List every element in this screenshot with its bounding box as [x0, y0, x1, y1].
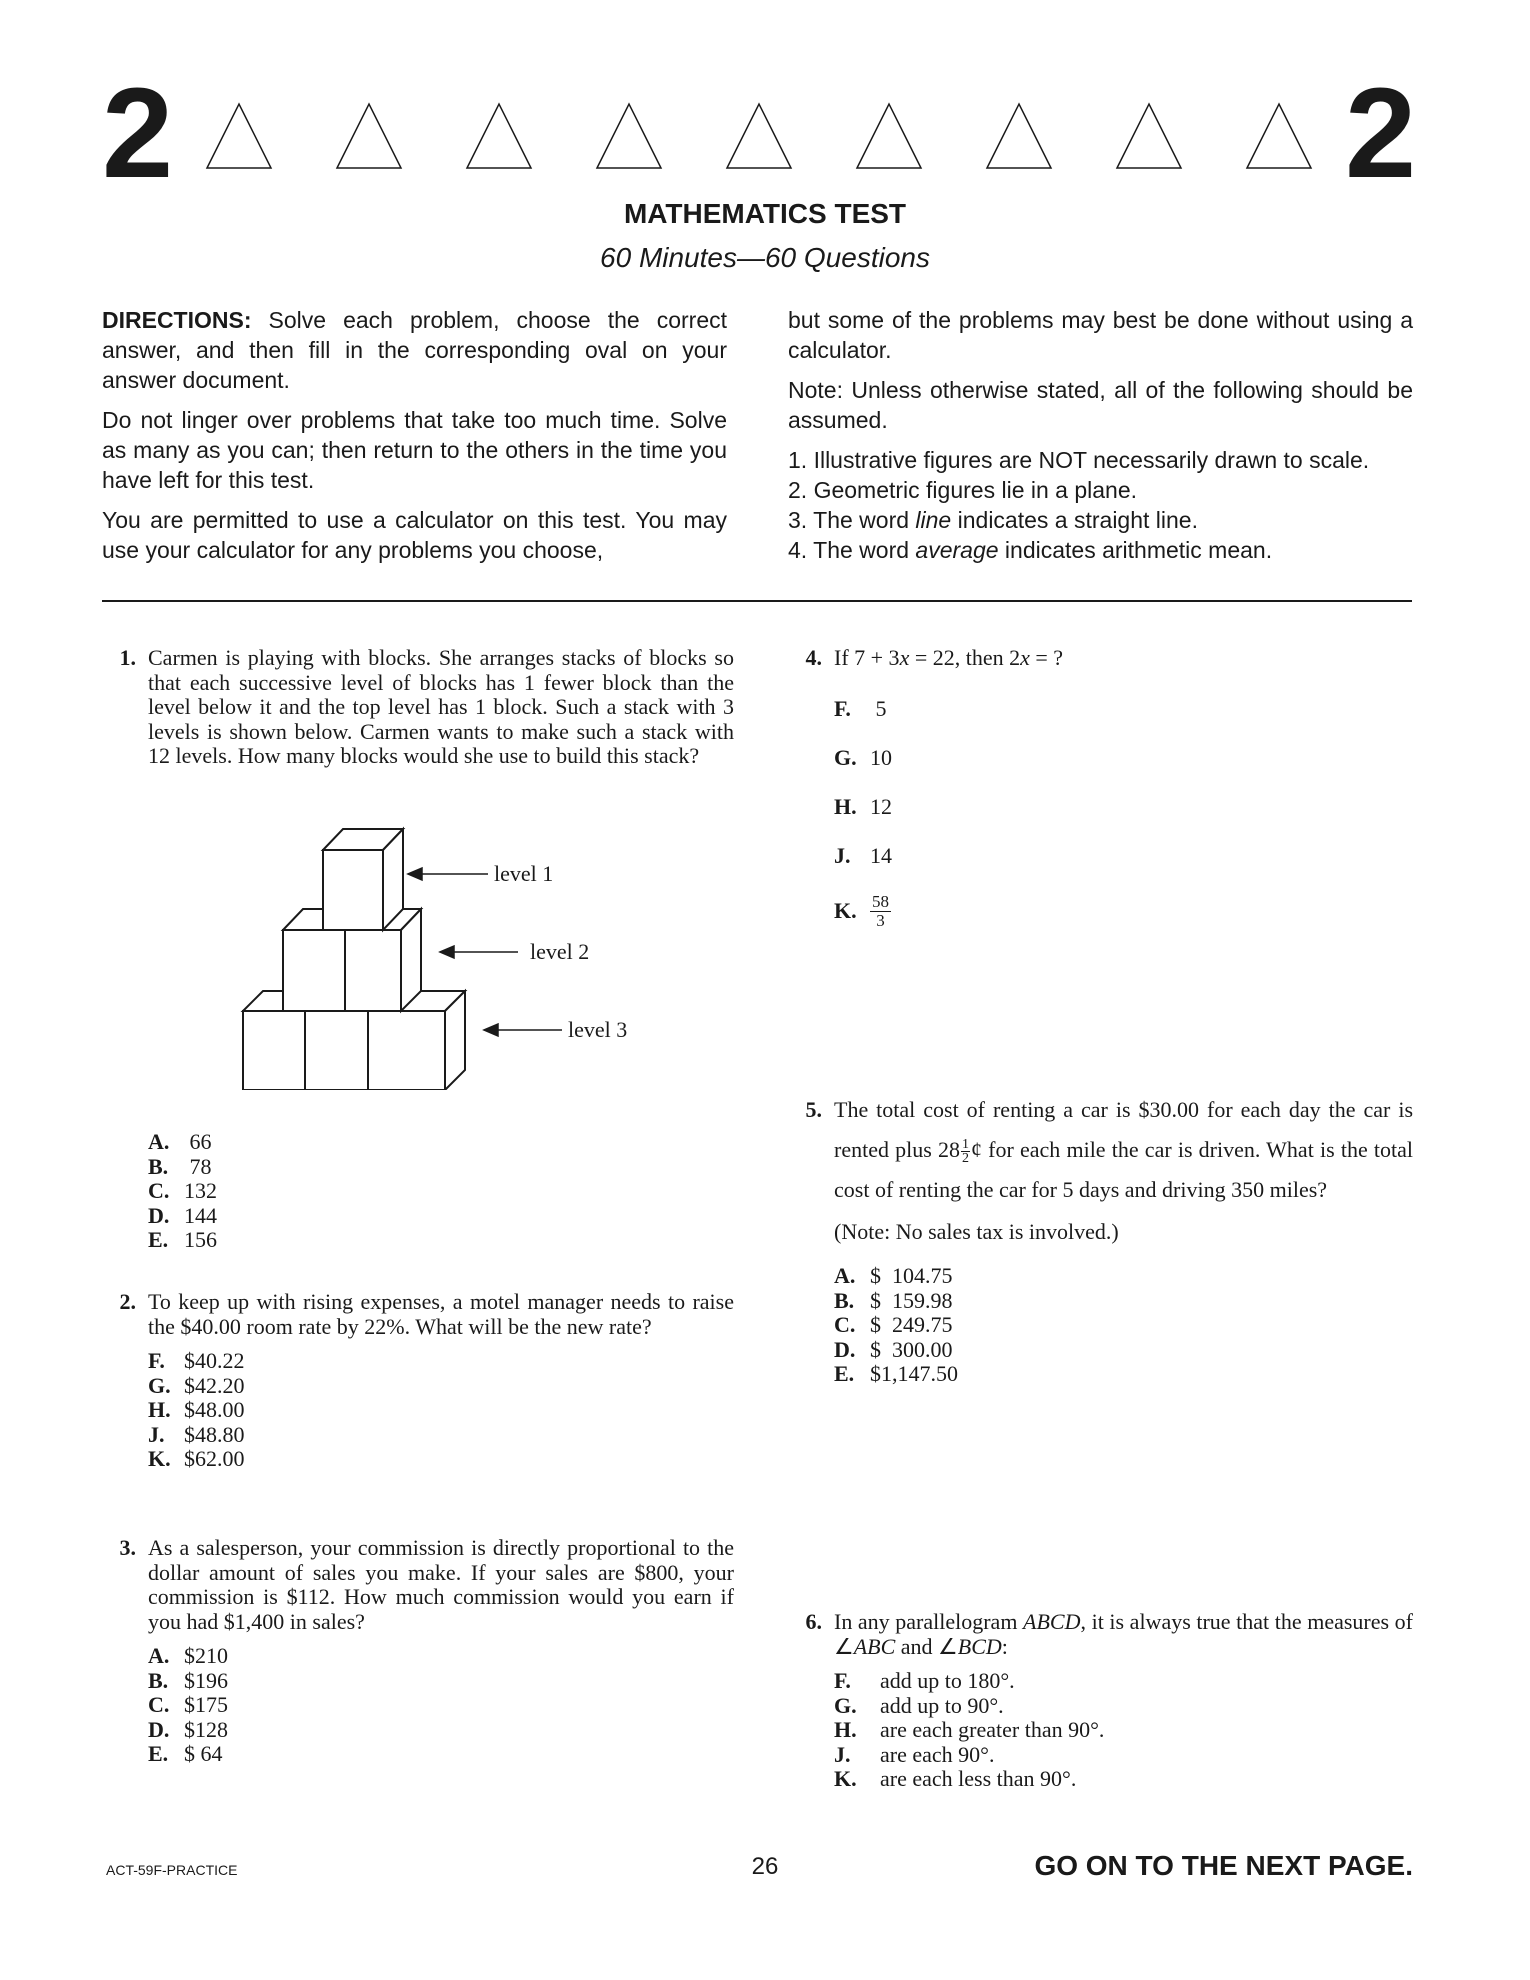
- choice-value: $48.00: [184, 1397, 245, 1422]
- choice-value: $42.20: [184, 1372, 245, 1398]
- choice-label: E.: [148, 1741, 169, 1766]
- assumption-item: 2. Geometric figures lie in a plane.: [788, 477, 1138, 503]
- choice-label: B.: [148, 1667, 169, 1693]
- choice-value: add up to 180°.: [880, 1668, 1015, 1693]
- choice-value: $196: [184, 1667, 228, 1693]
- next-page-notice: GO ON TO THE NEXT PAGE.: [1034, 1850, 1413, 1881]
- choice-value: 12: [870, 793, 892, 819]
- choice-value: are each less than 90°.: [880, 1766, 1077, 1791]
- choice-label: C.: [148, 1692, 170, 1717]
- angle-name: BCD: [957, 1633, 1002, 1659]
- triangle-icon: [597, 104, 661, 168]
- directions-left-column: [102, 305, 727, 575]
- page-number: 26: [751, 1853, 779, 1880]
- choice-label: G.: [834, 1692, 857, 1718]
- answer-choices: [148, 1130, 502, 1253]
- block-front: [345, 930, 401, 1011]
- choice-value: 14: [870, 842, 892, 868]
- choice-value: are each 90°.: [880, 1741, 995, 1767]
- question-number: 5.: [805, 1097, 822, 1122]
- answer-choice[interactable]: [148, 1669, 734, 1694]
- block-front: [368, 1011, 445, 1090]
- choice-label: F.: [834, 1668, 851, 1693]
- question-number: 6.: [805, 1609, 822, 1634]
- question-text-part: The total cost of renting a car is $30.00 for each day the car is rented plus 28: [834, 1097, 1413, 1162]
- choice-value: 5: [870, 695, 887, 721]
- question-1: [102, 646, 734, 769]
- question-3: [102, 1536, 734, 1767]
- directions-paragraph-2: Do not linger over problems that take too much time. Solve as many as you can; then return to the others in the time you have left for this test.: [102, 407, 727, 493]
- choice-value: $ 249.75: [870, 1312, 953, 1337]
- choice-label: E.: [834, 1361, 855, 1386]
- triangle-icon: [1117, 104, 1181, 168]
- answer-choice[interactable]: [148, 1155, 502, 1180]
- page-title: MATHEMATICS TEST: [623, 198, 907, 229]
- answer-choice[interactable]: [834, 1743, 1413, 1768]
- triangle-icon: [207, 104, 271, 168]
- answer-choice[interactable]: [834, 1289, 1413, 1314]
- question-6: [788, 1610, 1413, 1792]
- choice-value: $175: [184, 1692, 228, 1717]
- choice-label: D.: [148, 1716, 170, 1742]
- choice-label: D.: [148, 1202, 170, 1228]
- answer-choice[interactable]: [834, 1767, 1413, 1792]
- choice-value: $1,147.50: [870, 1361, 958, 1386]
- choice-label: J.: [148, 1421, 165, 1447]
- answer-choice[interactable]: [148, 1374, 734, 1399]
- question-text: To keep up with rising expenses, a motel manager needs to raise the $40.00 room rate by 22%. What will be the new rate?: [148, 1289, 734, 1339]
- directions-label: DIRECTIONS:: [102, 307, 252, 333]
- block-front: [283, 930, 345, 1011]
- triangle-icon: [467, 104, 531, 168]
- choice-value: $48.80: [184, 1421, 245, 1447]
- choice-value: $62.00: [184, 1446, 245, 1471]
- question-text-part: and ∠: [895, 1633, 958, 1659]
- section-number-right: 2: [1345, 62, 1417, 205]
- choice-label: C.: [148, 1178, 170, 1203]
- choice-label: H.: [148, 1397, 171, 1422]
- block-stack-figure: [240, 820, 660, 1090]
- answer-choice[interactable]: [834, 1264, 1413, 1289]
- arrowhead-icon: [408, 868, 422, 880]
- triangle-icon: [337, 104, 401, 168]
- question-4: [788, 646, 1413, 955]
- block-front: [305, 1011, 368, 1090]
- triangle-icon: [1247, 104, 1311, 168]
- answer-choice[interactable]: [148, 1742, 734, 1767]
- choice-label: A.: [834, 1263, 856, 1288]
- directions-text-1: Solve each problem, choose the correct answer, and then fill in the corresponding oval on your answer document.: [102, 307, 727, 393]
- choice-label: H.: [834, 1717, 857, 1742]
- answer-choice[interactable]: [834, 1313, 1413, 1338]
- emphasized-term: average: [915, 537, 999, 563]
- answer-choice[interactable]: [834, 746, 1413, 770]
- directions-note: Note: Unless otherwise stated, all of the following should be assumed.: [788, 377, 1413, 433]
- choice-value: 66: [184, 1129, 212, 1154]
- fraction: [870, 893, 891, 930]
- answer-choice[interactable]: [834, 1694, 1413, 1719]
- question-number: 4.: [805, 645, 822, 670]
- question-text-part: ¢ for each mile the car is driven. What is the total cost of renting the car for 5 days and driving 350 miles?: [834, 1137, 1413, 1202]
- section-divider: [102, 600, 1412, 602]
- form-code: ACT-59F-PRACTICE: [106, 1862, 238, 1878]
- question-text: [834, 1610, 1413, 1659]
- question-text: [834, 1090, 1413, 1210]
- answer-choice[interactable]: [148, 1718, 734, 1743]
- block-front: [243, 1011, 305, 1090]
- answer-choices: [834, 1669, 1413, 1792]
- choice-label: B.: [148, 1153, 169, 1179]
- variable-x: x: [1020, 645, 1030, 670]
- choice-value: add up to 90°.: [880, 1692, 1004, 1718]
- question-number: 1.: [119, 645, 136, 670]
- answer-choice[interactable]: [148, 1693, 734, 1718]
- answer-choice[interactable]: [148, 1228, 502, 1253]
- choice-label: G.: [148, 1372, 171, 1398]
- question-text: Carmen is playing with blocks. She arranges stacks of blocks so that each successive level of blocks has 1 fewer block than the level below it and the top level has 1 block. Such a stack with 3 levels is shown below. Carmen wants to make such a stack with 12 levels. How many blocks would she use to build this stack?: [148, 645, 734, 768]
- question-2: [102, 1290, 734, 1472]
- directions-paragraph-4: but some of the problems may best be done without using a calculator.: [788, 307, 1413, 363]
- choice-label: H.: [834, 793, 857, 819]
- answer-choice[interactable]: [148, 1644, 734, 1669]
- answer-choice[interactable]: [148, 1204, 502, 1229]
- choice-label: A.: [148, 1643, 170, 1668]
- question-1-choices: [102, 1130, 502, 1253]
- answer-choice[interactable]: [834, 893, 1413, 930]
- answer-choice[interactable]: [148, 1349, 734, 1374]
- answer-choices: [834, 1264, 1413, 1387]
- arrowhead-icon: [484, 1024, 498, 1036]
- choice-label: B.: [834, 1287, 855, 1313]
- choice-value: $ 64: [184, 1741, 223, 1766]
- assumption-item: 1. Illustrative figures are NOT necessarily drawn to scale.: [788, 447, 1370, 473]
- answer-choice[interactable]: [148, 1398, 734, 1423]
- choice-label: E.: [148, 1227, 169, 1252]
- answer-choice[interactable]: [834, 1718, 1413, 1743]
- triangle-row-decoration: [205, 102, 1325, 172]
- choice-value: 78: [184, 1153, 212, 1179]
- answer-choice[interactable]: [834, 1362, 1413, 1387]
- choice-value: are each greater than 90°.: [880, 1717, 1105, 1742]
- figure-label-level-3: level 3: [568, 1017, 628, 1042]
- answer-choice[interactable]: [834, 1669, 1413, 1694]
- choice-label: F.: [148, 1348, 165, 1373]
- choice-label: G.: [834, 744, 857, 770]
- variable-x: x: [899, 645, 910, 670]
- triangle-icon: [727, 104, 791, 168]
- directions-paragraph-3: You are permitted to use a calculator on this test. You may use your calculator for any problems you choose,: [102, 507, 727, 563]
- directions-right-column: [788, 305, 1413, 565]
- triangle-icon: [857, 104, 921, 168]
- question-text-part: = 22, then 2: [909, 645, 1021, 670]
- answer-choices: [148, 1349, 734, 1472]
- question-text-part: :: [1001, 1633, 1008, 1659]
- choice-value: 156: [184, 1227, 217, 1252]
- choice-value: 132: [184, 1178, 217, 1203]
- answer-choice[interactable]: [148, 1179, 502, 1204]
- answer-choice[interactable]: [148, 1423, 734, 1448]
- choice-value: $ 159.98: [870, 1287, 953, 1313]
- choice-label: F.: [834, 695, 851, 721]
- question-text-part: If 7 + 3: [834, 645, 900, 670]
- answer-choice[interactable]: [148, 1447, 734, 1472]
- angle-name: ABC: [853, 1633, 896, 1659]
- choice-label: C.: [834, 1312, 856, 1337]
- answer-choices: [148, 1644, 734, 1767]
- question-text-part: In any parallelogram: [834, 1609, 1024, 1634]
- question-text: [834, 646, 1413, 671]
- choice-label: K.: [834, 898, 857, 923]
- figure-label-level-1: level 1: [494, 861, 554, 886]
- fraction: [961, 1138, 970, 1165]
- answer-choice[interactable]: [834, 697, 1413, 721]
- choice-label: J.: [834, 1741, 851, 1767]
- section-number-left: 2: [102, 62, 174, 205]
- assumption-item: 3. The word line indicates a straight line.: [788, 507, 1198, 533]
- parallelogram-name: ABCD: [1023, 1609, 1081, 1634]
- page-subtitle: 60 Minutes—60 Questions: [600, 242, 930, 273]
- choice-value: 10: [870, 744, 892, 770]
- answer-choice[interactable]: [834, 795, 1413, 819]
- answer-choices: [834, 697, 1413, 930]
- question-number: 3.: [119, 1535, 136, 1560]
- assumption-item: 4. The word average indicates arithmetic mean.: [788, 537, 1273, 563]
- choice-value: 144: [184, 1202, 217, 1228]
- choice-value: $210: [184, 1643, 228, 1668]
- choice-label: J.: [834, 842, 851, 868]
- question-text: As a salesperson, your commission is directly proportional to the dollar amount of sales you make. If your sales are $800, your commission is $112. How much commission would you earn if you had $1,400 in sales?: [148, 1535, 734, 1634]
- fraction-denominator: 3: [876, 910, 885, 930]
- question-text-part: = ?: [1029, 645, 1064, 670]
- question-number: 2.: [119, 1289, 136, 1314]
- fraction-numerator: 1: [962, 1137, 969, 1153]
- choice-value: $40.22: [184, 1348, 245, 1373]
- question-text-part: , it is always true that the measures of ∠: [834, 1609, 1413, 1659]
- answer-choice[interactable]: [148, 1130, 502, 1155]
- directions-paragraph-1: [102, 305, 727, 395]
- fraction-denominator: 2: [962, 1151, 969, 1167]
- block-front: [323, 850, 383, 930]
- figure-label-level-2: level 2: [530, 939, 590, 964]
- arrowhead-icon: [440, 946, 454, 958]
- emphasized-term: line: [915, 507, 952, 533]
- triangle-icon: [987, 104, 1051, 168]
- choice-label: A.: [148, 1129, 170, 1154]
- question-5: [788, 1090, 1413, 1387]
- choice-label: D.: [834, 1336, 856, 1362]
- choice-value: $ 300.00: [870, 1336, 953, 1362]
- fraction-numerator: 58: [872, 891, 889, 911]
- choice-value: $128: [184, 1716, 228, 1742]
- answer-choice[interactable]: [834, 1338, 1413, 1363]
- choice-label: K.: [148, 1446, 171, 1471]
- assumptions-list: [788, 445, 1413, 565]
- choice-label: K.: [834, 1766, 857, 1791]
- answer-choice[interactable]: [834, 844, 1413, 868]
- question-note: (Note: No sales tax is involved.): [834, 1219, 1119, 1244]
- choice-value: $ 104.75: [870, 1263, 953, 1288]
